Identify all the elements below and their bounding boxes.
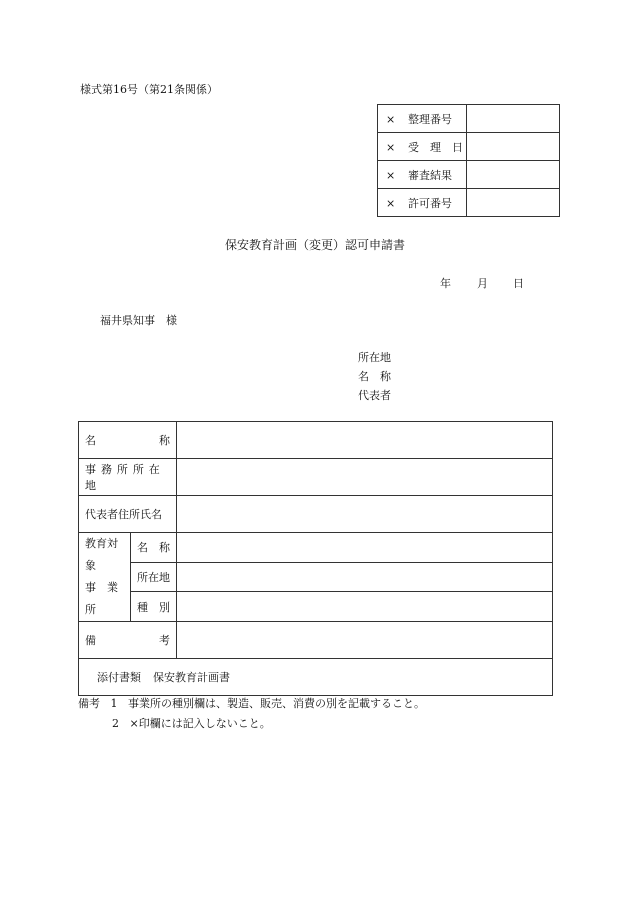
- note-text: 事業所の種別欄は、製造、販売、消費の別を記載すること。: [128, 697, 425, 710]
- form-number: 様式第16号（第21条関係）: [80, 83, 218, 96]
- row-target-address: [79, 562, 553, 592]
- date-line: [440, 275, 524, 291]
- office-use-table: [377, 104, 560, 217]
- target-office-label-line2: 事 業 所: [85, 581, 129, 616]
- date-year: 年: [440, 277, 451, 290]
- office-value: [467, 133, 560, 161]
- document-title: 保安教育計画（変更）認可申請書: [224, 238, 405, 252]
- notes: [78, 694, 425, 734]
- row-remarks: [79, 622, 553, 659]
- office-row-reference-number: [378, 105, 560, 133]
- row-name: [79, 422, 553, 459]
- note-text: ×印欄には記入しないこと。: [129, 717, 271, 730]
- target-type-label: 種 別: [131, 592, 177, 622]
- office-value: [467, 189, 560, 217]
- remarks-field[interactable]: [177, 622, 553, 659]
- target-office-label-line1: 教育対象: [85, 537, 118, 572]
- target-type-field[interactable]: [177, 592, 553, 622]
- target-address-label: 所在地: [131, 562, 177, 592]
- remarks-label-b: 考: [159, 634, 170, 647]
- office-label: 審査結果: [408, 168, 452, 182]
- note-item: [78, 714, 425, 734]
- representative-field[interactable]: [177, 496, 553, 533]
- attachment-value: 保安教育計画書: [153, 671, 230, 684]
- note-item: [78, 694, 425, 714]
- office-row-receipt-date: [378, 133, 560, 161]
- applicant-address-label: 所在地: [358, 351, 391, 364]
- row-attachment: [79, 659, 553, 696]
- applicant-name-label: 名 称: [358, 370, 391, 383]
- notes-prefix: 備考: [78, 697, 100, 710]
- office-row-permit-number: [378, 189, 560, 217]
- x-mark: ×: [386, 112, 396, 126]
- date-month: 月: [477, 277, 488, 290]
- applicant-block: [358, 348, 391, 405]
- attachment-label: 添付書類: [97, 671, 141, 684]
- name-field[interactable]: [177, 422, 553, 459]
- x-mark: ×: [386, 168, 396, 182]
- x-mark: ×: [386, 196, 396, 210]
- target-address-field[interactable]: [177, 562, 553, 592]
- office-value: [467, 105, 560, 133]
- office-label: 許可番号: [408, 196, 452, 210]
- row-target-name: [79, 533, 553, 563]
- name-label-b: 称: [159, 434, 170, 447]
- office-row-review-result: [378, 161, 560, 189]
- addressee: 福井県知事 様: [100, 314, 177, 327]
- row-representative: [79, 496, 553, 533]
- name-label-a: 名: [85, 434, 96, 447]
- applicant-representative-label: 代表者: [358, 389, 391, 402]
- note-number: 1: [110, 697, 118, 710]
- row-office-address: [79, 459, 553, 496]
- target-office-label: [79, 533, 131, 622]
- remarks-label-a: 備: [85, 634, 96, 647]
- target-name-field[interactable]: [177, 533, 553, 563]
- row-target-type: [79, 592, 553, 622]
- note-number: 2: [112, 717, 119, 730]
- office-value: [467, 161, 560, 189]
- date-day: 日: [513, 277, 524, 290]
- target-name-label: 名 称: [131, 533, 177, 563]
- office-address-label: 事務所所在地: [79, 459, 177, 496]
- office-label: 整理番号: [408, 112, 452, 126]
- office-address-field[interactable]: [177, 459, 553, 496]
- x-mark: ×: [386, 140, 396, 154]
- application-table: [78, 421, 553, 696]
- office-label: 受 理 日: [408, 140, 463, 154]
- representative-label: 代表者住所氏名: [79, 496, 177, 533]
